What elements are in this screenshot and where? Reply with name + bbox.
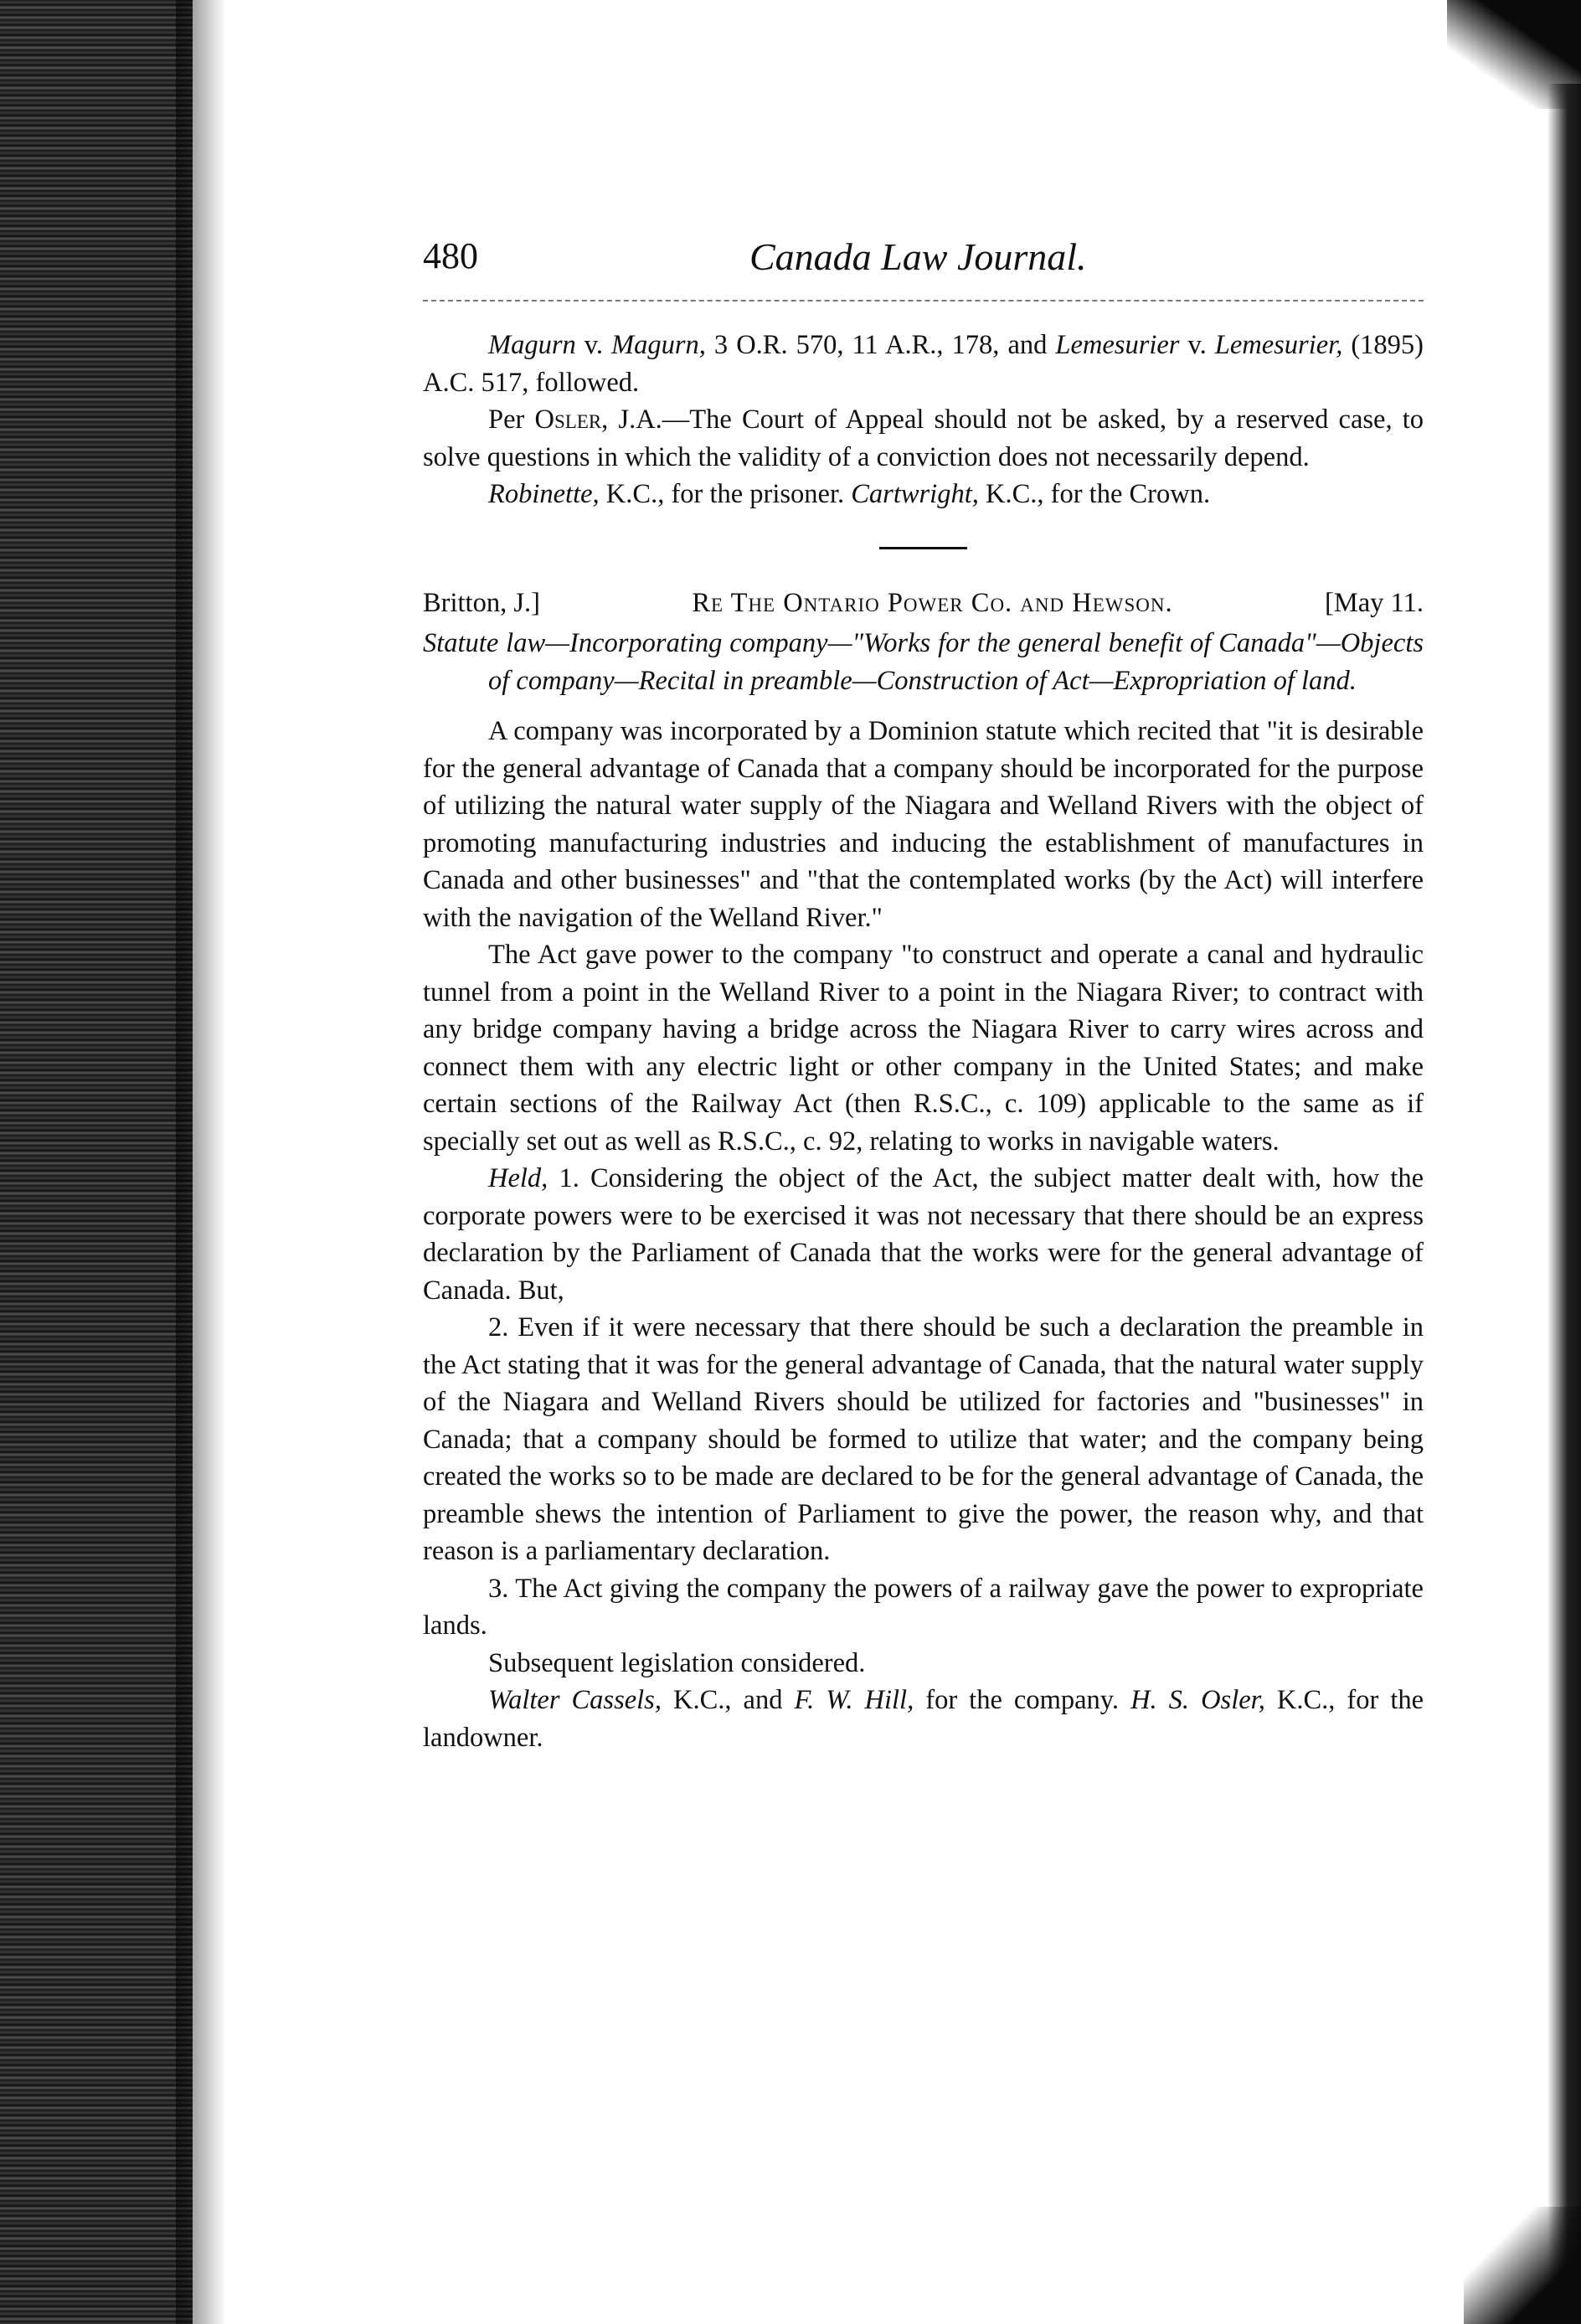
subsequent-legislation: Subsequent legislation considered. xyxy=(488,1647,866,1678)
page-edge-shadow-right xyxy=(1548,84,1581,2303)
case-party: Lemesurier xyxy=(1055,330,1180,360)
running-header xyxy=(423,226,1424,293)
counsel-role: K.C., and xyxy=(661,1685,795,1715)
article-body xyxy=(423,327,1424,1756)
page-number: 480 xyxy=(423,235,478,276)
counsel-name: Walter Cassels, xyxy=(488,1685,662,1715)
prior-counsel-line xyxy=(423,476,1424,513)
held-paragraph-1 xyxy=(423,1160,1424,1309)
per-lead: Per xyxy=(488,405,535,435)
per-osler-paragraph xyxy=(423,401,1424,476)
section-separator xyxy=(879,547,967,549)
counsel-name: F. W. Hill, xyxy=(794,1685,914,1715)
case-judge: Britton, J.] xyxy=(423,587,540,618)
page-corner-shadow-bottom xyxy=(1464,2207,1581,2324)
citation: 3 O.R. 570, 11 A.R., 178, and xyxy=(705,330,1056,360)
held-label: Held, xyxy=(488,1163,548,1193)
prior-case-citation xyxy=(423,327,1424,401)
counsel-role: K.C., for the landowner. xyxy=(423,1685,1424,1753)
case-party: Magurn xyxy=(488,330,576,360)
counsel-role: K.C., for the prisoner. xyxy=(599,479,852,509)
held-paragraph-2: 2. Even if it were necessary that there should be such a declaration the preamble in the Act stating that it was for the general advantage of Canada, that the natural water supply of the Niagara and Welland Rivers should be utilized for factories and "businesses" in Canada; that a company should be formed to utilize that water; and the company being created the works so to be made are declared to be for the general advantage of Canada, the preamble shews the intention of Parliament to give the power, the reason why, and that reason is a parliamentary declaration. xyxy=(423,1312,1424,1566)
case-party: Lemesurier, xyxy=(1214,330,1343,360)
held-text: 1. Considering the object of the Act, the subject matter dealt with, how the corporate powers were to be exercised it was not necessary that there should be an express declaration by the Parliament of Canada that the works were for the general advantage of Canada. But, xyxy=(423,1163,1424,1306)
citation: (1895) A.C. 517, followed. xyxy=(423,330,1424,398)
case-date: [May 11. xyxy=(1325,587,1424,618)
counsel-name: Cartwright, xyxy=(851,479,979,509)
book-binding-shadow xyxy=(0,0,193,2324)
header-rule xyxy=(423,300,1424,301)
journal-title: Canada Law Journal. xyxy=(749,235,1087,278)
counsel-name: Robinette, xyxy=(488,479,600,509)
catchwords: Statute law—Incorporating company—"Works for the general benefit of Canada"—Objects of company—Recital in preamble—Construction of Act—Expropriation of land. xyxy=(423,628,1424,696)
judge-name: Osler xyxy=(534,405,602,435)
facts-paragraph-1: A company was incorporated by a Dominion statute which recited that "it is desirable for the general advantage of Canada that a company should be incorporated for the purpose of utilizing the natural water supply of the Niagara and Welland Rivers with the object of promoting manufacturing industries and inducing the establishment of manufactures in Canada and other businesses" and "that the contemplated works (by the Act) will interfere with the navigation of the Welland River." xyxy=(423,716,1424,933)
versus: v. xyxy=(575,330,612,360)
held-paragraph-3: 3. The Act giving the company the powers of a railway gave the power to expropriate lands. xyxy=(423,1573,1424,1641)
versus: v. xyxy=(1179,330,1215,360)
counsel-role: for the company. xyxy=(914,1685,1131,1715)
ruling-text: , J.A.—The Court of Appeal should not be asked, by a reserved case, to solve questions in which the validity of a conviction does not necessarily depend. xyxy=(423,405,1424,472)
facts-paragraph-2: The Act gave power to the company "to construct and operate a canal and hydraulic tunnel from a point in the Welland River to a point in the Niagara River; to contract with any bridge company having a bridge across the Niagara River to carry wires across and connect them with any electric light or other company in the United States; and make certain sections of the Railway Act (then R.S.C., c. 109) applicable to the same as if specially set out as well as R.S.C., c. 92, relating to works in navigable waters. xyxy=(423,940,1424,1157)
journal-page xyxy=(423,226,1424,1753)
counsel-name: H. S. Osler, xyxy=(1130,1685,1265,1715)
case-party: Magurn, xyxy=(611,330,706,360)
case-title: Re The Ontario Power Co. and Hewson. xyxy=(692,587,1173,618)
case-heading xyxy=(423,585,1424,622)
counsel-role: K.C., for the Crown. xyxy=(978,479,1211,509)
case-counsel-line xyxy=(423,1682,1424,1756)
